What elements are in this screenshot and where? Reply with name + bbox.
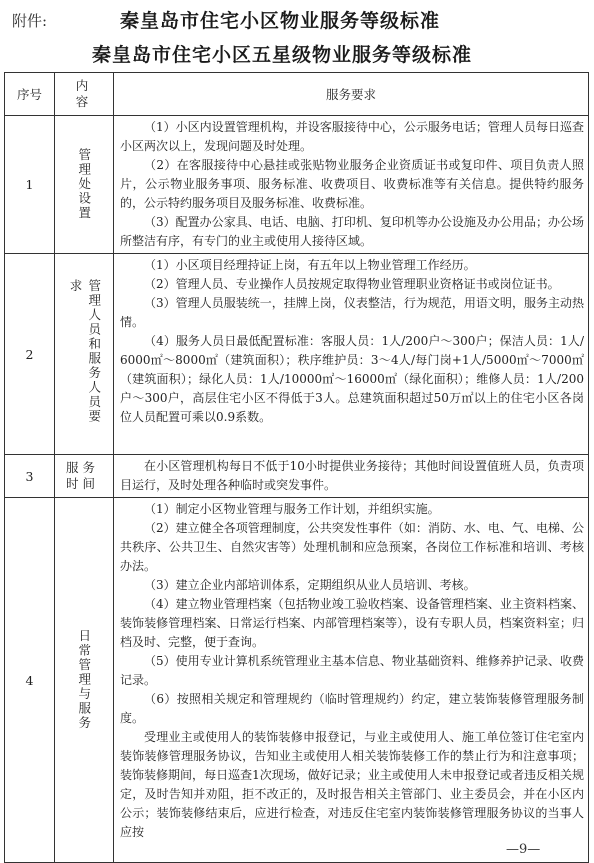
row-requirements — [114, 116, 589, 254]
requirement-paragraph: （3）配置办公家具、电话、电脑、打印机、复印机等办公设施及办公用品；办公场所整洁有序，有专门的业主或使用人接待区域。 — [120, 215, 584, 248]
row-item: 服务时间 — [55, 455, 114, 498]
requirement-paragraph: （1）小区内设置管理机构，并设客服接待中心，公示服务电话；管理人员每日巡查小区两次以上，发现问题及时处理。 — [120, 120, 584, 153]
row-seq: 3 — [5, 455, 55, 498]
table-row — [5, 116, 589, 254]
row-item: 日常管理与服务 — [55, 498, 114, 863]
requirement-paragraph: 受理业主或使用人的装饰装修申报登记，与业主或使用人、施工单位签订住宅室内装饰装修管理服务协议，告知业主或使用人相关装饰装修工作的禁止行为和注意事项；装饰装修期间，每日巡查1次现场，做好记录；业主或使用人未申报登记或者违反相关规定，及时告知并劝阻，拒不改正的，及时报告相关主管部门、业主委员会，并在小区内公示；装饰装修结束后，应进行检查，对违反住宅室内装饰装修管理服务协议的当事人应按 — [120, 730, 584, 839]
row-seq: 1 — [5, 116, 55, 254]
requirement-paragraph: （6）按照相关规定和管理规约（临时管理规约）约定，建立装饰装修管理服务制度。 — [120, 692, 584, 725]
requirement-paragraph: （4）服务人员日最低配置标准：客服人员：1人/200户～300户；保洁人员：1人/6000㎡～8000㎡（建筑面积）；秩序维护员：3～4人/每门岗+1人/5000㎡～7000㎡（建筑面积）；绿化人员：1人/10000㎡～16000㎡（绿化面积）；维修人员：1人/200户～300户，高层住宅小区不得低于3人。总建筑面积超过50万㎡以上的住宅小区各岗位人员配置可乘以0.9系数。 — [120, 334, 584, 424]
table-header-row — [5, 73, 589, 116]
requirement-paragraph: （3）建立企业内部培训体系，定期组织从业人员培训、考核。 — [144, 578, 476, 592]
requirement-paragraph: （4）建立物业管理档案（包括物业竣工验收档案、设备管理档案、业主资料档案、装饰装修管理档案、日常运行档案、内部管理档案等），设有专职人员，档案资料室；归档及时、完整，便于查询。 — [120, 597, 584, 649]
row-requirements — [114, 455, 589, 498]
requirement-paragraph: （2）在客服接待中心悬挂或张贴物业服务企业资质证书或复印件、项目负责人照片，公示物业服务事项、服务标准、收费项目、收费标准等有关信息。提供特约服务的，公示特约服务项目及服务标准、收费标准。 — [120, 158, 584, 210]
header-requirements: 服务要求 — [114, 73, 589, 116]
requirement-paragraph: （1）小区项目经理持证上岗，有五年以上物业管理工作经历。 — [144, 258, 476, 272]
requirement-paragraph: （3）管理人员服装统一，挂牌上岗，仪表整洁，行为规范，用语文明，服务主动热情。 — [120, 296, 584, 329]
requirement-paragraph: （2）管理人员、专业操作人员按规定取得物业管理职业资格证书或岗位证书。 — [144, 277, 560, 291]
table-row — [5, 455, 589, 498]
standards-table — [4, 72, 589, 863]
attachment-label: 附件: — [12, 12, 48, 30]
page-number: —9— — [506, 842, 541, 857]
requirement-paragraph: （1）制定小区物业管理与服务工作计划，并组织实施。 — [144, 502, 440, 516]
row-item: 管理人员和服务人员要求 — [55, 254, 114, 455]
header-item: 内容 — [55, 73, 114, 116]
requirement-paragraph: （5）使用专业计算机系统管理业主基本信息、物业基础资料、维修养护记录、收费记录。 — [120, 654, 584, 687]
row-seq: 2 — [5, 254, 55, 455]
requirement-paragraph: （2）建立健全各项管理制度，公共突发性事件（如：消防、水、电、气、电梯、公共秩序、公共卫生、自然灾害等）处理机制和应急预案，各岗位工作标准和培训、考核办法。 — [120, 521, 584, 573]
requirement-paragraph: 在小区管理机构每日不低于10小时提供业务接待；其他时间设置值班人员，负责项目运行，及时处理各种临时或突发事件。 — [120, 459, 584, 492]
row-requirements — [114, 254, 589, 455]
header-seq: 序号 — [5, 73, 55, 116]
row-requirements — [114, 498, 589, 863]
table-row — [5, 498, 589, 863]
document-title: 秦皇岛市住宅小区物业服务等级标准 — [120, 10, 441, 32]
document-subtitle: 秦皇岛市住宅小区五星级物业服务等级标准 — [92, 44, 473, 66]
row-seq: 4 — [5, 498, 55, 863]
table-row — [5, 254, 589, 455]
row-item: 管理处设置 — [55, 116, 114, 254]
